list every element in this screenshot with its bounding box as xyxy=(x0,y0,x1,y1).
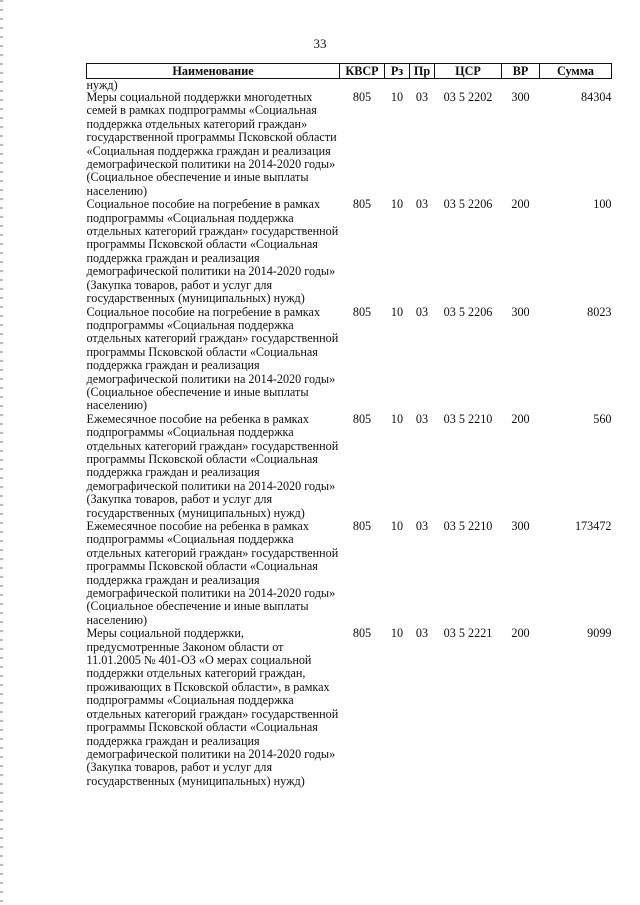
row-sum: 560 xyxy=(593,411,612,426)
row-name: Ежемесячное пособие на ребенка в рамках подпрограммы «Социальная поддержка отдельных категорий граждан» государственной программы Псковской области «Социальная поддержка граждан и реализация демографической политики на 2014-2020 годы» (Закупка товаров, работ и услуг для государственных (муниципальных) нужд) xyxy=(86,411,339,520)
row-sum: 9099 xyxy=(587,626,612,641)
header-rz: Рз xyxy=(385,64,410,79)
row-kvsr: 805 xyxy=(352,197,372,212)
table-row xyxy=(87,627,612,788)
row-kvsr: 805 xyxy=(352,626,372,641)
budget-table xyxy=(86,63,612,788)
row-vr: 300 xyxy=(511,90,530,104)
row-csr: 03 5 2206 xyxy=(443,197,493,212)
row-rz: 10 xyxy=(390,197,404,212)
row-sum: 8023 xyxy=(587,304,612,319)
page-number: 33 xyxy=(313,36,327,51)
row-kvsr: 805 xyxy=(352,90,372,104)
row-pr: 03 xyxy=(415,626,429,641)
row-csr: 03 5 2210 xyxy=(443,519,493,533)
row-sum: 84304 xyxy=(581,90,612,104)
row-vr: 200 xyxy=(511,197,530,212)
table-row xyxy=(87,198,612,305)
table-row xyxy=(87,413,612,520)
row-rz: 10 xyxy=(390,519,404,533)
row-vr: 200 xyxy=(511,626,530,641)
row-sum: 173472 xyxy=(574,519,612,533)
row-vr: 300 xyxy=(511,519,530,533)
row-kvsr: 805 xyxy=(352,519,372,533)
header-pr: Пр xyxy=(410,64,435,79)
table-header-row xyxy=(87,64,612,79)
row-rz: 10 xyxy=(390,304,404,319)
table-row xyxy=(87,520,612,627)
continuation-text: нужд) xyxy=(86,78,118,92)
row-pr: 03 xyxy=(415,519,429,533)
row-name: Ежемесячное пособие на ребенка в рамках подпрограммы «Социальная поддержка отдельных категорий граждан» государственной программы Псковской области «Социальная поддержка граждан и реализация демографической политики на 2014-2020 годы» (Социальное обеспечение и иные выплаты населению) xyxy=(86,519,339,627)
row-rz: 10 xyxy=(390,626,404,641)
row-name: Социальное пособие на погребение в рамках подпрограммы «Социальная поддержка отдельных категорий граждан» государственной программы Псковской области «Социальная поддержка граждан и реализация демографической политики на 2014-2020 годы» (Социальное обеспечение и иные выплаты населению) xyxy=(86,304,339,413)
row-name: Меры социальной поддержки, предусмотренные Законом области от 11.01.2005 № 401-ОЗ «О мерах социальной поддержки отдельных категорий граждан, проживающих в Псковской области», в рамках подпрограммы «Социальная поддержка отдельных категорий граждан» государственной программы Псковской области «Социальная поддержка граждан и реализация демографической политики на 2014-2020 годы» (Закупка товаров, работ и услуг для государственных (муниципальных) нужд) xyxy=(86,626,339,788)
row-name: Социальное пособие на погребение в рамках подпрограммы «Социальная поддержка отдельных категорий граждан» государственной программы Псковской области «Социальная поддержка граждан и реализация демографической политики на 2014-2020 годы» (Закупка товаров, работ и услуг для государственных (муниципальных) нужд) xyxy=(86,197,339,306)
table-row xyxy=(87,306,612,413)
row-name: Меры социальной поддержки многодетных семей в рамках подпрограммы «Социальная поддержка отдельных категорий граждан» государственной программы Псковской области «Социальная поддержка граждан и реализация демографической политики на 2014-2020 годы» (Социальное обеспечение и иные выплаты населению) xyxy=(86,90,337,198)
row-pr: 03 xyxy=(415,90,429,104)
header-vr: ВР xyxy=(502,64,540,79)
row-csr: 03 5 2202 xyxy=(443,90,493,104)
row-rz: 10 xyxy=(390,411,404,426)
header-csr: ЦСР xyxy=(435,64,502,79)
row-csr: 03 5 2221 xyxy=(443,626,493,641)
row-pr: 03 xyxy=(415,411,429,426)
row-kvsr: 805 xyxy=(352,411,372,426)
row-csr: 03 5 2206 xyxy=(443,304,493,319)
row-rz: 10 xyxy=(390,90,404,104)
header-kvsr: КВСР xyxy=(340,64,385,79)
row-sum: 100 xyxy=(593,197,612,212)
table-row xyxy=(87,91,612,198)
row-pr: 03 xyxy=(415,304,429,319)
scan-edge-marks xyxy=(0,0,3,905)
header-sum: Сумма xyxy=(540,64,612,79)
header-name: Наименование xyxy=(87,64,340,79)
row-vr: 300 xyxy=(511,304,530,319)
row-csr: 03 5 2210 xyxy=(443,411,493,426)
row-kvsr: 805 xyxy=(352,304,372,319)
row-pr: 03 xyxy=(415,197,429,212)
row-vr: 200 xyxy=(511,411,530,426)
